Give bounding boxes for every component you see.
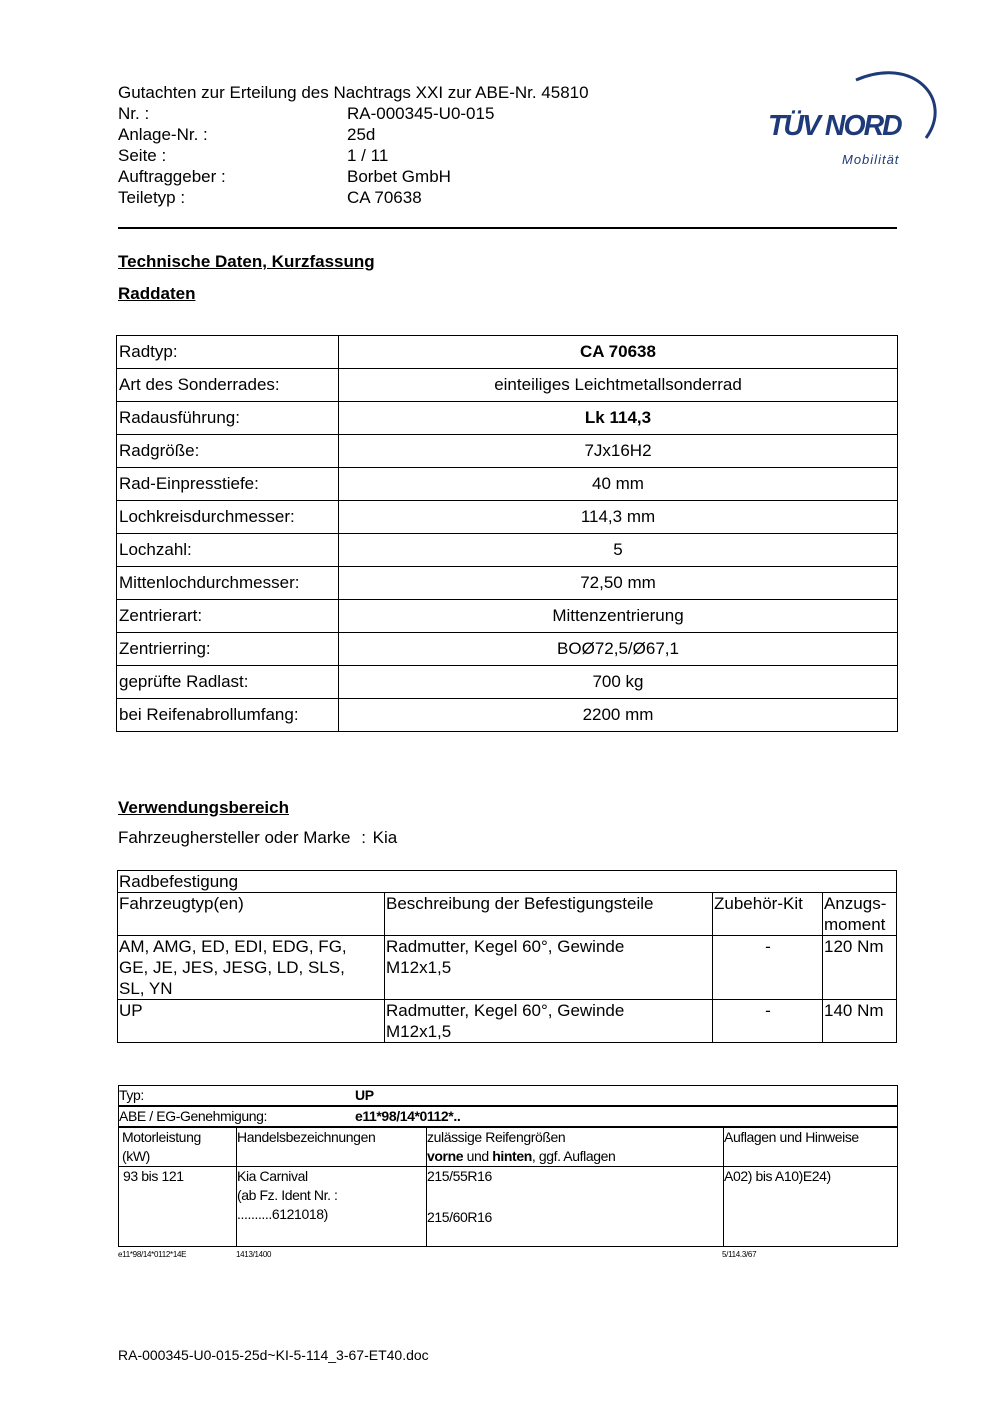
- header-line: (kW): [122, 1148, 150, 1164]
- text-line: Kia Carnival: [237, 1168, 308, 1184]
- manufacturer-separator: :: [361, 828, 366, 847]
- document-filename: RA-000345-U0-015-25d~KI-5-114_3-67-ET40.doc: [118, 1347, 429, 1363]
- vehicle-types: [118, 936, 385, 1000]
- row-label: Lochkreisdurchmesser:: [117, 501, 339, 534]
- row-label: bei Reifenabrollumfang:: [117, 699, 339, 732]
- row-value: 7Jx16H2: [339, 435, 898, 468]
- row-label: Zentrierart:: [117, 600, 339, 633]
- text-line: M12x1,5: [386, 958, 452, 977]
- row-label: Art des Sonderrades:: [117, 369, 339, 402]
- typ-label: Typ:: [119, 1087, 144, 1103]
- text-line: GE, JE, JES, JESG, LD, SLS,: [119, 958, 345, 977]
- header-divider: [118, 227, 897, 229]
- header-line: zulässige Reifengrößen: [427, 1129, 566, 1145]
- typ-cell: [119, 1086, 898, 1107]
- typ-row: [119, 1086, 898, 1107]
- header-row: [118, 187, 589, 208]
- manufacturer-value: Kia: [372, 828, 398, 847]
- raddaten-table: [116, 335, 898, 732]
- logo-subtitle: Mobilität: [842, 152, 900, 167]
- tuev-nord-logo: [764, 60, 944, 170]
- table-row: [117, 534, 898, 567]
- text-line: 215/55R16: [427, 1168, 492, 1184]
- table-row: [117, 633, 898, 666]
- footer-code-left: e11*98/14*0112*14E: [118, 1250, 187, 1259]
- header-value: Borbet GmbH: [347, 167, 451, 186]
- header-label: Anlage-Nr. :: [118, 125, 208, 144]
- table-row: [117, 666, 898, 699]
- fastener-description: [385, 1000, 713, 1043]
- document-header: [118, 82, 589, 208]
- logo-brand: TÜV NORD: [768, 110, 901, 142]
- table-header-row: [119, 1127, 898, 1167]
- section-title: Technische Daten, Kurzfassung: [118, 252, 375, 271]
- table-row: [117, 369, 898, 402]
- row-label: Zentrierring:: [117, 633, 339, 666]
- torque: 140 Nm: [823, 1000, 897, 1043]
- radbefestigung-table: [117, 870, 897, 1043]
- header-label: Auftraggeber :: [118, 167, 226, 186]
- header-label: Teiletyp :: [118, 188, 186, 207]
- table-row: [117, 336, 898, 369]
- row-value: 2200 mm: [339, 699, 898, 732]
- header-value: RA-000345-U0-015: [347, 104, 495, 123]
- table-row: [119, 1167, 898, 1247]
- names-cell: [237, 1167, 427, 1247]
- notes-cell: A02) bis A10)E24): [724, 1167, 898, 1247]
- tires-rear: hinten: [492, 1148, 532, 1164]
- header-line: Motorleistung: [122, 1129, 201, 1145]
- table-row: [117, 567, 898, 600]
- table-title: Radbefestigung: [118, 871, 897, 893]
- fastener-description: [385, 936, 713, 1000]
- header-value: CA 70638: [347, 188, 422, 207]
- text-line: UP: [119, 1001, 143, 1020]
- header-line: Anzugs-: [824, 894, 887, 913]
- row-value: BOØ72,5/Ø67,1: [339, 633, 898, 666]
- row-value: Mittenzentrierung: [339, 600, 898, 633]
- header-row: [118, 166, 589, 187]
- header-label: Nr. :: [118, 104, 150, 123]
- text-line: SL, YN: [119, 979, 173, 998]
- text-line: M12x1,5: [386, 1022, 452, 1041]
- table-header-row: [118, 893, 897, 936]
- text-line: Radmutter, Kegel 60°, Gewinde: [386, 1001, 625, 1020]
- table-row: [117, 435, 898, 468]
- column-header: Zubehör-Kit: [713, 893, 823, 936]
- table-row: [117, 600, 898, 633]
- table-title-row: [118, 871, 897, 893]
- header-line: moment: [824, 915, 886, 934]
- row-label: Radgröße:: [117, 435, 339, 468]
- row-value: 5: [339, 534, 898, 567]
- table-row: [117, 468, 898, 501]
- vehicle-types: [118, 1000, 385, 1043]
- subsection-title: Raddaten: [118, 284, 196, 303]
- text-line: 215/60R16: [427, 1209, 492, 1225]
- text-line: Radmutter, Kegel 60°, Gewinde: [386, 937, 625, 956]
- header-value: 1 / 11: [347, 146, 389, 165]
- abe-row: [119, 1106, 898, 1127]
- column-header: [823, 893, 897, 936]
- text-line: AM, AMG, ED, EDI, EDG, FG,: [119, 937, 347, 956]
- row-value: Lk 114,3: [339, 402, 898, 435]
- row-value: einteiliges Leichtmetallsonderrad: [339, 369, 898, 402]
- footer-code-right: 5/114.3/67: [722, 1250, 757, 1259]
- accessory-kit: -: [713, 936, 823, 1000]
- manufacturer-line: [118, 828, 397, 848]
- row-value: 72,50 mm: [339, 567, 898, 600]
- header-row: [118, 103, 589, 124]
- table-row: [117, 501, 898, 534]
- column-header: Auflagen und Hinweise: [724, 1127, 898, 1167]
- abe-label: ABE / EG-Genehmigung:: [119, 1108, 268, 1124]
- row-value: 700 kg: [339, 666, 898, 699]
- table-row: [118, 1000, 897, 1043]
- row-label: Mittenlochdurchmesser:: [117, 567, 339, 600]
- row-label: Rad-Einpresstiefe:: [117, 468, 339, 501]
- table-row: [117, 402, 898, 435]
- manufacturer-label: Fahrzeughersteller oder Marke: [118, 828, 351, 847]
- row-label: Lochzahl:: [117, 534, 339, 567]
- column-header: [427, 1127, 724, 1167]
- header-line: [427, 1147, 723, 1166]
- header-title: Gutachten zur Erteilung des Nachtrags XXI zur ABE-Nr. 45810: [118, 83, 589, 102]
- tires-cell: [427, 1167, 724, 1247]
- row-value: CA 70638: [339, 336, 898, 369]
- header-row: [118, 124, 589, 145]
- abe-cell: [119, 1106, 898, 1127]
- torque: 120 Nm: [823, 936, 897, 1000]
- column-header: Beschreibung der Befestigungsteile: [385, 893, 713, 936]
- column-header: Fahrzeugtyp(en): [118, 893, 385, 936]
- header-row: [118, 145, 589, 166]
- power-cell: 93 bis 121: [119, 1167, 237, 1247]
- table-row: [118, 936, 897, 1000]
- text-line: ..........6121018): [237, 1206, 328, 1222]
- type-approval-table: [118, 1085, 898, 1247]
- table-row: [117, 699, 898, 732]
- column-header: Handelsbezeichnungen: [237, 1127, 427, 1167]
- section-title: Verwendungsbereich: [118, 798, 289, 817]
- row-label: Radausführung:: [117, 402, 339, 435]
- row-value: 114,3 mm: [339, 501, 898, 534]
- footer-code-mid: 1413/1400: [236, 1250, 272, 1259]
- row-value: 40 mm: [339, 468, 898, 501]
- tires-and: und: [463, 1148, 493, 1164]
- header-label: Seite :: [118, 146, 167, 165]
- abe-value: e11*98/14*0112*..: [355, 1108, 461, 1124]
- typ-value: UP: [355, 1087, 374, 1103]
- header-value: 25d: [347, 125, 376, 144]
- accessory-kit: -: [713, 1000, 823, 1043]
- tires-rest: , ggf. Auflagen: [531, 1148, 616, 1164]
- column-header: [119, 1127, 237, 1167]
- row-label: Radtyp:: [117, 336, 339, 369]
- tires-front: vorne: [427, 1148, 464, 1164]
- row-label: geprüfte Radlast:: [117, 666, 339, 699]
- text-line: (ab Fz. Ident Nr. :: [237, 1187, 338, 1203]
